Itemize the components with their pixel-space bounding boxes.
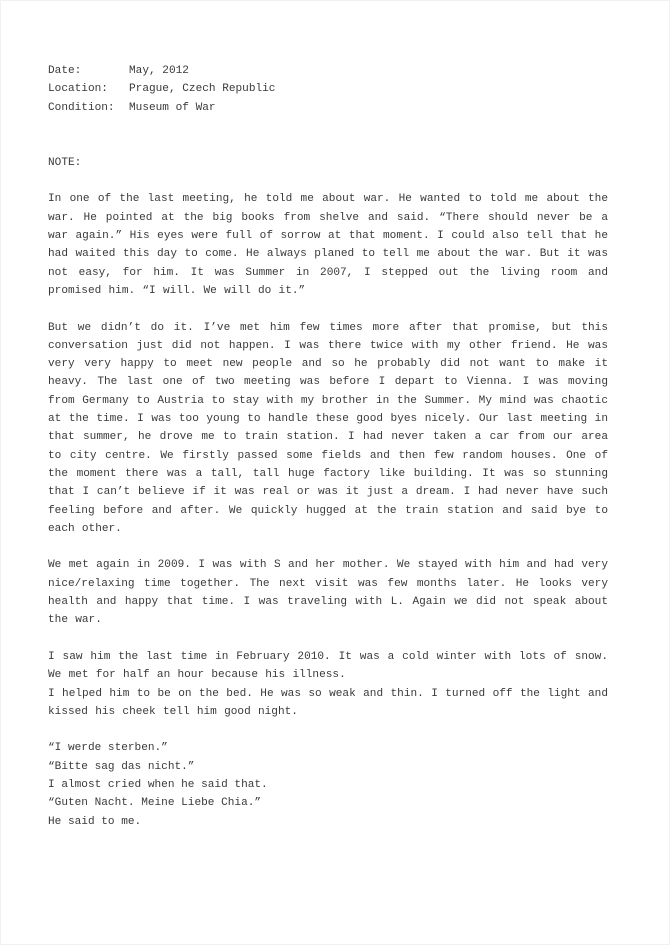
paragraph-good-night: I helped him to be on the bed. He was so weak and thin. I turned off the light and kissed his cheek tell him good night. [48, 687, 608, 718]
date-label: Date: [48, 65, 82, 77]
paragraph-last-summer: But we didn’t do it. I’ve met him few times more after that promise, but this conversation just did not happen. I was there twice with my other friend. He was very very happy to meet new people and so he probably did not want to make it heavy. The last one of two meeting was before I depart to Vienna. I was moving from Germany to Austria to stay with my brother in the Summer. My mind was chaotic at the time. I was too young to handle these good byes nicely. Our last meeting in that summer, he drove me to train station. I had never taken a car from our area to city centre. We firstly passed some fields and then few random houses. One of the moment there was a tall, tall huge factory like building. It was so stunning that I can’t believe if it was real or was it just a dream. I had never have such feeling before and after. We quickly hugged at the train station and said bye to each other. [48, 321, 608, 535]
paragraph-last-time: I saw him the last time in February 2010. It was a cold winter with lots of snow. We met for half an hour because his illness. [48, 650, 608, 682]
condition-value: Museum of War [129, 101, 216, 114]
location-row [48, 80, 608, 98]
closing-dialog [48, 739, 608, 830]
date-value: May, 2012 [129, 65, 189, 77]
dialog-line: I almost cried when he said that. [48, 778, 268, 791]
dialog-line: “I werde sterben.” [48, 742, 168, 755]
dialog-line: “Bitte sag das nicht.” [48, 760, 195, 773]
condition-label: Condition: [48, 101, 115, 114]
paragraph-war-conversation: In one of the last meeting, he told me about war. He wanted to told me about the war. He pointed at the big books from shelve and said. “There should never be a war again.” His eyes were full of sorrow at that moment. I could also tell that he had waited this day to come. He always planed to tell me about the war. But it was not easy, for him. It was Summer in 2007, I stepped out the living room and promised him. “I will. We will do it.” [48, 193, 608, 297]
location-label: Location: [48, 83, 108, 96]
paragraph-2009-visit: We met again in 2009. I was with S and her mother. We stayed with him and had very nice/relaxing time together. The next visit was few months later. He looks very health and happy that time. I was traveling with L. Again we did not speak about the war. [48, 559, 608, 627]
date-row [48, 62, 608, 80]
dialog-line: He said to me. [48, 815, 142, 828]
location-value: Prague, Czech Republic [129, 83, 276, 96]
header-metadata [48, 62, 608, 117]
note-heading: NOTE: [48, 156, 82, 169]
condition-row [48, 99, 608, 117]
note-text [48, 190, 608, 830]
document-body [48, 62, 608, 831]
dialog-line: “Guten Nacht. Meine Liebe Chia.” [48, 797, 262, 810]
